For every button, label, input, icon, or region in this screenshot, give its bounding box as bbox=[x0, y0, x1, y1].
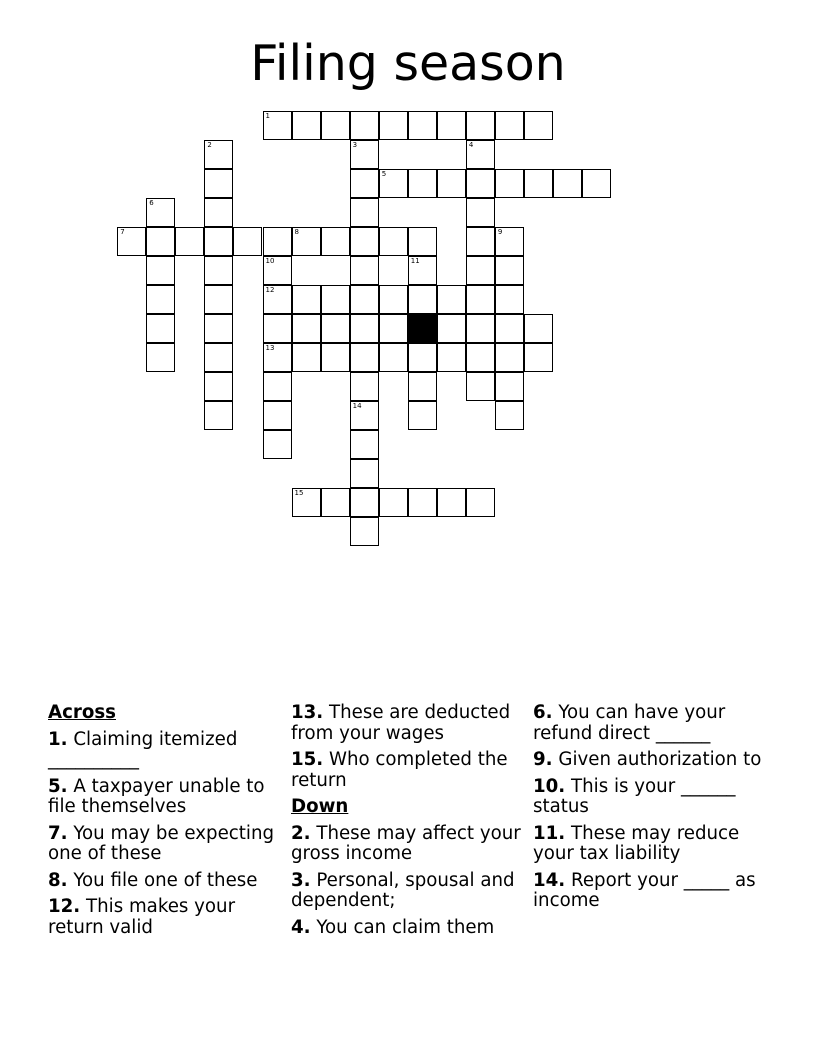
grid-cell[interactable] bbox=[146, 314, 175, 343]
clue-number-label: 4. bbox=[291, 916, 311, 938]
grid-cell[interactable] bbox=[437, 285, 466, 314]
clue-number: 5 bbox=[381, 169, 387, 178]
clue-number-label: 9. bbox=[533, 749, 553, 770]
clue-item bbox=[291, 703, 523, 744]
grid-cell[interactable] bbox=[204, 227, 233, 256]
clue-item bbox=[48, 777, 280, 818]
grid-cell[interactable] bbox=[466, 314, 495, 343]
clue-text: You can claim them bbox=[310, 916, 495, 938]
clue-number-label: 7. bbox=[48, 822, 68, 844]
grid-cell[interactable] bbox=[466, 256, 495, 285]
grid-cell[interactable] bbox=[408, 372, 437, 401]
grid-cell[interactable] bbox=[408, 256, 437, 285]
clue-number: 8 bbox=[294, 227, 300, 236]
grid-cell[interactable] bbox=[263, 256, 292, 285]
grid-cell[interactable] bbox=[408, 343, 437, 372]
grid-cell[interactable] bbox=[350, 169, 379, 198]
clue-text: These may affect your gross income bbox=[291, 822, 521, 864]
grid-cell[interactable] bbox=[321, 285, 350, 314]
grid-cell[interactable] bbox=[495, 256, 524, 285]
grid-cell[interactable] bbox=[466, 372, 495, 401]
clue-text: You may be expecting one of these bbox=[48, 822, 275, 864]
across-heading: Across bbox=[48, 702, 116, 723]
grid-cell[interactable] bbox=[379, 314, 408, 343]
clue-number: 2 bbox=[207, 140, 212, 149]
clue-text: You can have your refund direct ______ bbox=[533, 702, 726, 744]
grid-cell[interactable] bbox=[350, 140, 379, 169]
clue-text: This is your ______ status bbox=[533, 775, 736, 817]
clue-number: 7 bbox=[120, 227, 125, 236]
grid-cell[interactable] bbox=[524, 343, 553, 372]
grid-cell[interactable] bbox=[292, 314, 321, 343]
grid-cell[interactable] bbox=[350, 401, 379, 430]
clue-item bbox=[291, 871, 523, 912]
grid-cell[interactable] bbox=[321, 227, 350, 256]
grid-cell[interactable] bbox=[379, 227, 408, 256]
down-clues-list-continued bbox=[533, 703, 765, 912]
grid-cell[interactable] bbox=[553, 169, 582, 198]
grid-cell[interactable] bbox=[233, 227, 262, 256]
grid-cell[interactable] bbox=[466, 343, 495, 372]
clue-text: These are deducted from your wages bbox=[291, 702, 511, 744]
clue-text: A taxpayer unable to file themselves bbox=[48, 775, 265, 817]
clue-item bbox=[533, 777, 765, 818]
clue-number: 10 bbox=[265, 256, 275, 265]
grid-cell[interactable] bbox=[292, 227, 321, 256]
clue-number-label: 11. bbox=[533, 822, 566, 844]
grid-cell[interactable] bbox=[379, 111, 408, 140]
grid-cell[interactable] bbox=[379, 169, 408, 198]
grid-cell[interactable] bbox=[408, 488, 437, 517]
grid-cell[interactable] bbox=[263, 372, 292, 401]
grid-cell[interactable] bbox=[466, 169, 495, 198]
clues-column-3 bbox=[533, 703, 765, 918]
grid-cell[interactable] bbox=[263, 111, 292, 140]
grid-cell[interactable] bbox=[263, 343, 292, 372]
clue-item bbox=[48, 897, 280, 938]
grid-cell[interactable] bbox=[466, 285, 495, 314]
clue-item bbox=[48, 871, 280, 892]
grid-cell[interactable] bbox=[350, 198, 379, 227]
clue-item bbox=[533, 871, 765, 912]
clue-number: 15 bbox=[294, 489, 304, 498]
clue-number-label: 13. bbox=[291, 702, 324, 723]
clue-item bbox=[48, 824, 280, 865]
grid-cell[interactable] bbox=[350, 227, 379, 256]
grid-cell[interactable] bbox=[495, 111, 524, 140]
clue-number: 14 bbox=[352, 402, 362, 411]
grid-cell[interactable] bbox=[204, 285, 233, 314]
grid-cell[interactable] bbox=[437, 314, 466, 343]
grid-cell[interactable] bbox=[263, 430, 292, 459]
grid-cell[interactable] bbox=[146, 285, 175, 314]
clues-column-2 bbox=[291, 703, 523, 944]
clue-text: Given authorization to bbox=[552, 749, 762, 770]
clue-item bbox=[291, 918, 523, 939]
grid-cell[interactable] bbox=[524, 169, 553, 198]
grid-cell[interactable] bbox=[495, 314, 524, 343]
grid-cell[interactable] bbox=[408, 401, 437, 430]
grid-cell[interactable] bbox=[204, 372, 233, 401]
grid-cell[interactable] bbox=[204, 314, 233, 343]
clue-item bbox=[291, 750, 523, 791]
grid-cell[interactable] bbox=[495, 227, 524, 256]
grid-cell[interactable] bbox=[437, 488, 466, 517]
grid-cell[interactable] bbox=[263, 401, 292, 430]
grid-cell[interactable] bbox=[146, 256, 175, 285]
grid-cell[interactable] bbox=[437, 343, 466, 372]
grid-cell[interactable] bbox=[321, 111, 350, 140]
grid-cell[interactable] bbox=[292, 285, 321, 314]
clue-number-label: 14. bbox=[533, 869, 566, 891]
grid-cell[interactable] bbox=[350, 517, 379, 546]
grid-cell[interactable] bbox=[146, 343, 175, 372]
black-cell bbox=[408, 314, 437, 343]
grid-cell[interactable] bbox=[495, 401, 524, 430]
grid-cell[interactable] bbox=[263, 227, 292, 256]
clue-number: 12 bbox=[265, 285, 275, 294]
grid-cell[interactable] bbox=[524, 314, 553, 343]
grid-cell[interactable] bbox=[292, 343, 321, 372]
grid-cell[interactable] bbox=[524, 111, 553, 140]
grid-cell[interactable] bbox=[466, 227, 495, 256]
clue-number-label: 2. bbox=[291, 822, 311, 844]
grid-cell[interactable] bbox=[350, 459, 379, 488]
grid-cell[interactable] bbox=[350, 488, 379, 517]
grid-cell[interactable] bbox=[350, 343, 379, 372]
clue-item bbox=[291, 824, 523, 865]
grid-cell[interactable] bbox=[321, 314, 350, 343]
clue-text: Who completed the return bbox=[291, 749, 508, 791]
clue-number: 1 bbox=[265, 111, 270, 120]
grid-cell[interactable] bbox=[437, 111, 466, 140]
clue-item bbox=[533, 750, 765, 771]
grid-cell[interactable] bbox=[408, 285, 437, 314]
grid-cell[interactable] bbox=[495, 372, 524, 401]
grid-cell[interactable] bbox=[582, 169, 611, 198]
clue-number: 9 bbox=[497, 227, 503, 236]
grid-cell[interactable] bbox=[379, 285, 408, 314]
clue-text: This makes your return valid bbox=[48, 896, 236, 938]
grid-cell[interactable] bbox=[146, 198, 175, 227]
clue-number-label: 10. bbox=[533, 775, 566, 797]
grid-cell[interactable] bbox=[466, 111, 495, 140]
grid-cell[interactable] bbox=[466, 488, 495, 517]
clue-text: You file one of these bbox=[67, 869, 258, 891]
grid-cell[interactable] bbox=[321, 343, 350, 372]
clue-number-label: 6. bbox=[533, 702, 553, 723]
puzzle-title: Filing season bbox=[250, 35, 566, 92]
clue-number-label: 3. bbox=[291, 869, 311, 891]
grid-cell[interactable] bbox=[117, 227, 146, 256]
grid-cell[interactable] bbox=[379, 488, 408, 517]
grid-cell[interactable] bbox=[495, 343, 524, 372]
down-heading: Down bbox=[291, 796, 349, 817]
clue-number-label: 15. bbox=[291, 749, 324, 770]
grid-cell[interactable] bbox=[204, 401, 233, 430]
clue-number: 13 bbox=[265, 343, 275, 352]
clue-item bbox=[533, 703, 765, 744]
clue-number: 4 bbox=[468, 140, 474, 149]
grid-cell[interactable] bbox=[495, 169, 524, 198]
clue-number: 11 bbox=[410, 256, 420, 265]
grid-cell[interactable] bbox=[408, 227, 437, 256]
grid-cell[interactable] bbox=[350, 430, 379, 459]
grid-cell[interactable] bbox=[466, 140, 495, 169]
grid-cell[interactable] bbox=[204, 198, 233, 227]
grid-cell[interactable] bbox=[379, 343, 408, 372]
grid-cell[interactable] bbox=[204, 256, 233, 285]
grid-cell[interactable] bbox=[146, 227, 175, 256]
grid-cell[interactable] bbox=[263, 285, 292, 314]
grid-cell[interactable] bbox=[292, 488, 321, 517]
across-clues-list bbox=[48, 730, 280, 939]
down-clues-list bbox=[291, 824, 523, 939]
grid-cell[interactable] bbox=[495, 285, 524, 314]
clues-column-1 bbox=[48, 703, 280, 944]
clue-item bbox=[533, 824, 765, 865]
clue-number-label: 5. bbox=[48, 775, 68, 797]
clue-number: 3 bbox=[352, 140, 358, 149]
grid-cell[interactable] bbox=[204, 169, 233, 198]
grid-cell[interactable] bbox=[350, 285, 379, 314]
grid-cell[interactable] bbox=[263, 314, 292, 343]
grid-cell[interactable] bbox=[175, 227, 204, 256]
grid-cell[interactable] bbox=[350, 111, 379, 140]
grid-cell[interactable] bbox=[292, 111, 321, 140]
grid-cell[interactable] bbox=[204, 343, 233, 372]
grid-cell[interactable] bbox=[408, 169, 437, 198]
clue-text: Report your _____ as income bbox=[533, 869, 756, 911]
grid-cell[interactable] bbox=[350, 372, 379, 401]
grid-cell[interactable] bbox=[204, 140, 233, 169]
clue-number-label: 1. bbox=[48, 728, 68, 750]
grid-cell[interactable] bbox=[321, 488, 350, 517]
clue-text: Personal, spousal and dependent; bbox=[291, 869, 515, 911]
across-clues-list-continued bbox=[291, 703, 523, 791]
clue-item bbox=[48, 730, 280, 771]
grid-cell[interactable] bbox=[408, 111, 437, 140]
grid-cell[interactable] bbox=[350, 256, 379, 285]
clue-text: These may reduce your tax liability bbox=[533, 822, 740, 864]
clue-number-label: 8. bbox=[48, 869, 68, 891]
clue-number: 6 bbox=[149, 198, 154, 207]
clue-text: Claiming itemized __________ bbox=[48, 728, 238, 770]
grid-cell[interactable] bbox=[466, 198, 495, 227]
grid-cell[interactable] bbox=[350, 314, 379, 343]
grid-cell[interactable] bbox=[437, 169, 466, 198]
clue-number-label: 12. bbox=[48, 896, 81, 917]
